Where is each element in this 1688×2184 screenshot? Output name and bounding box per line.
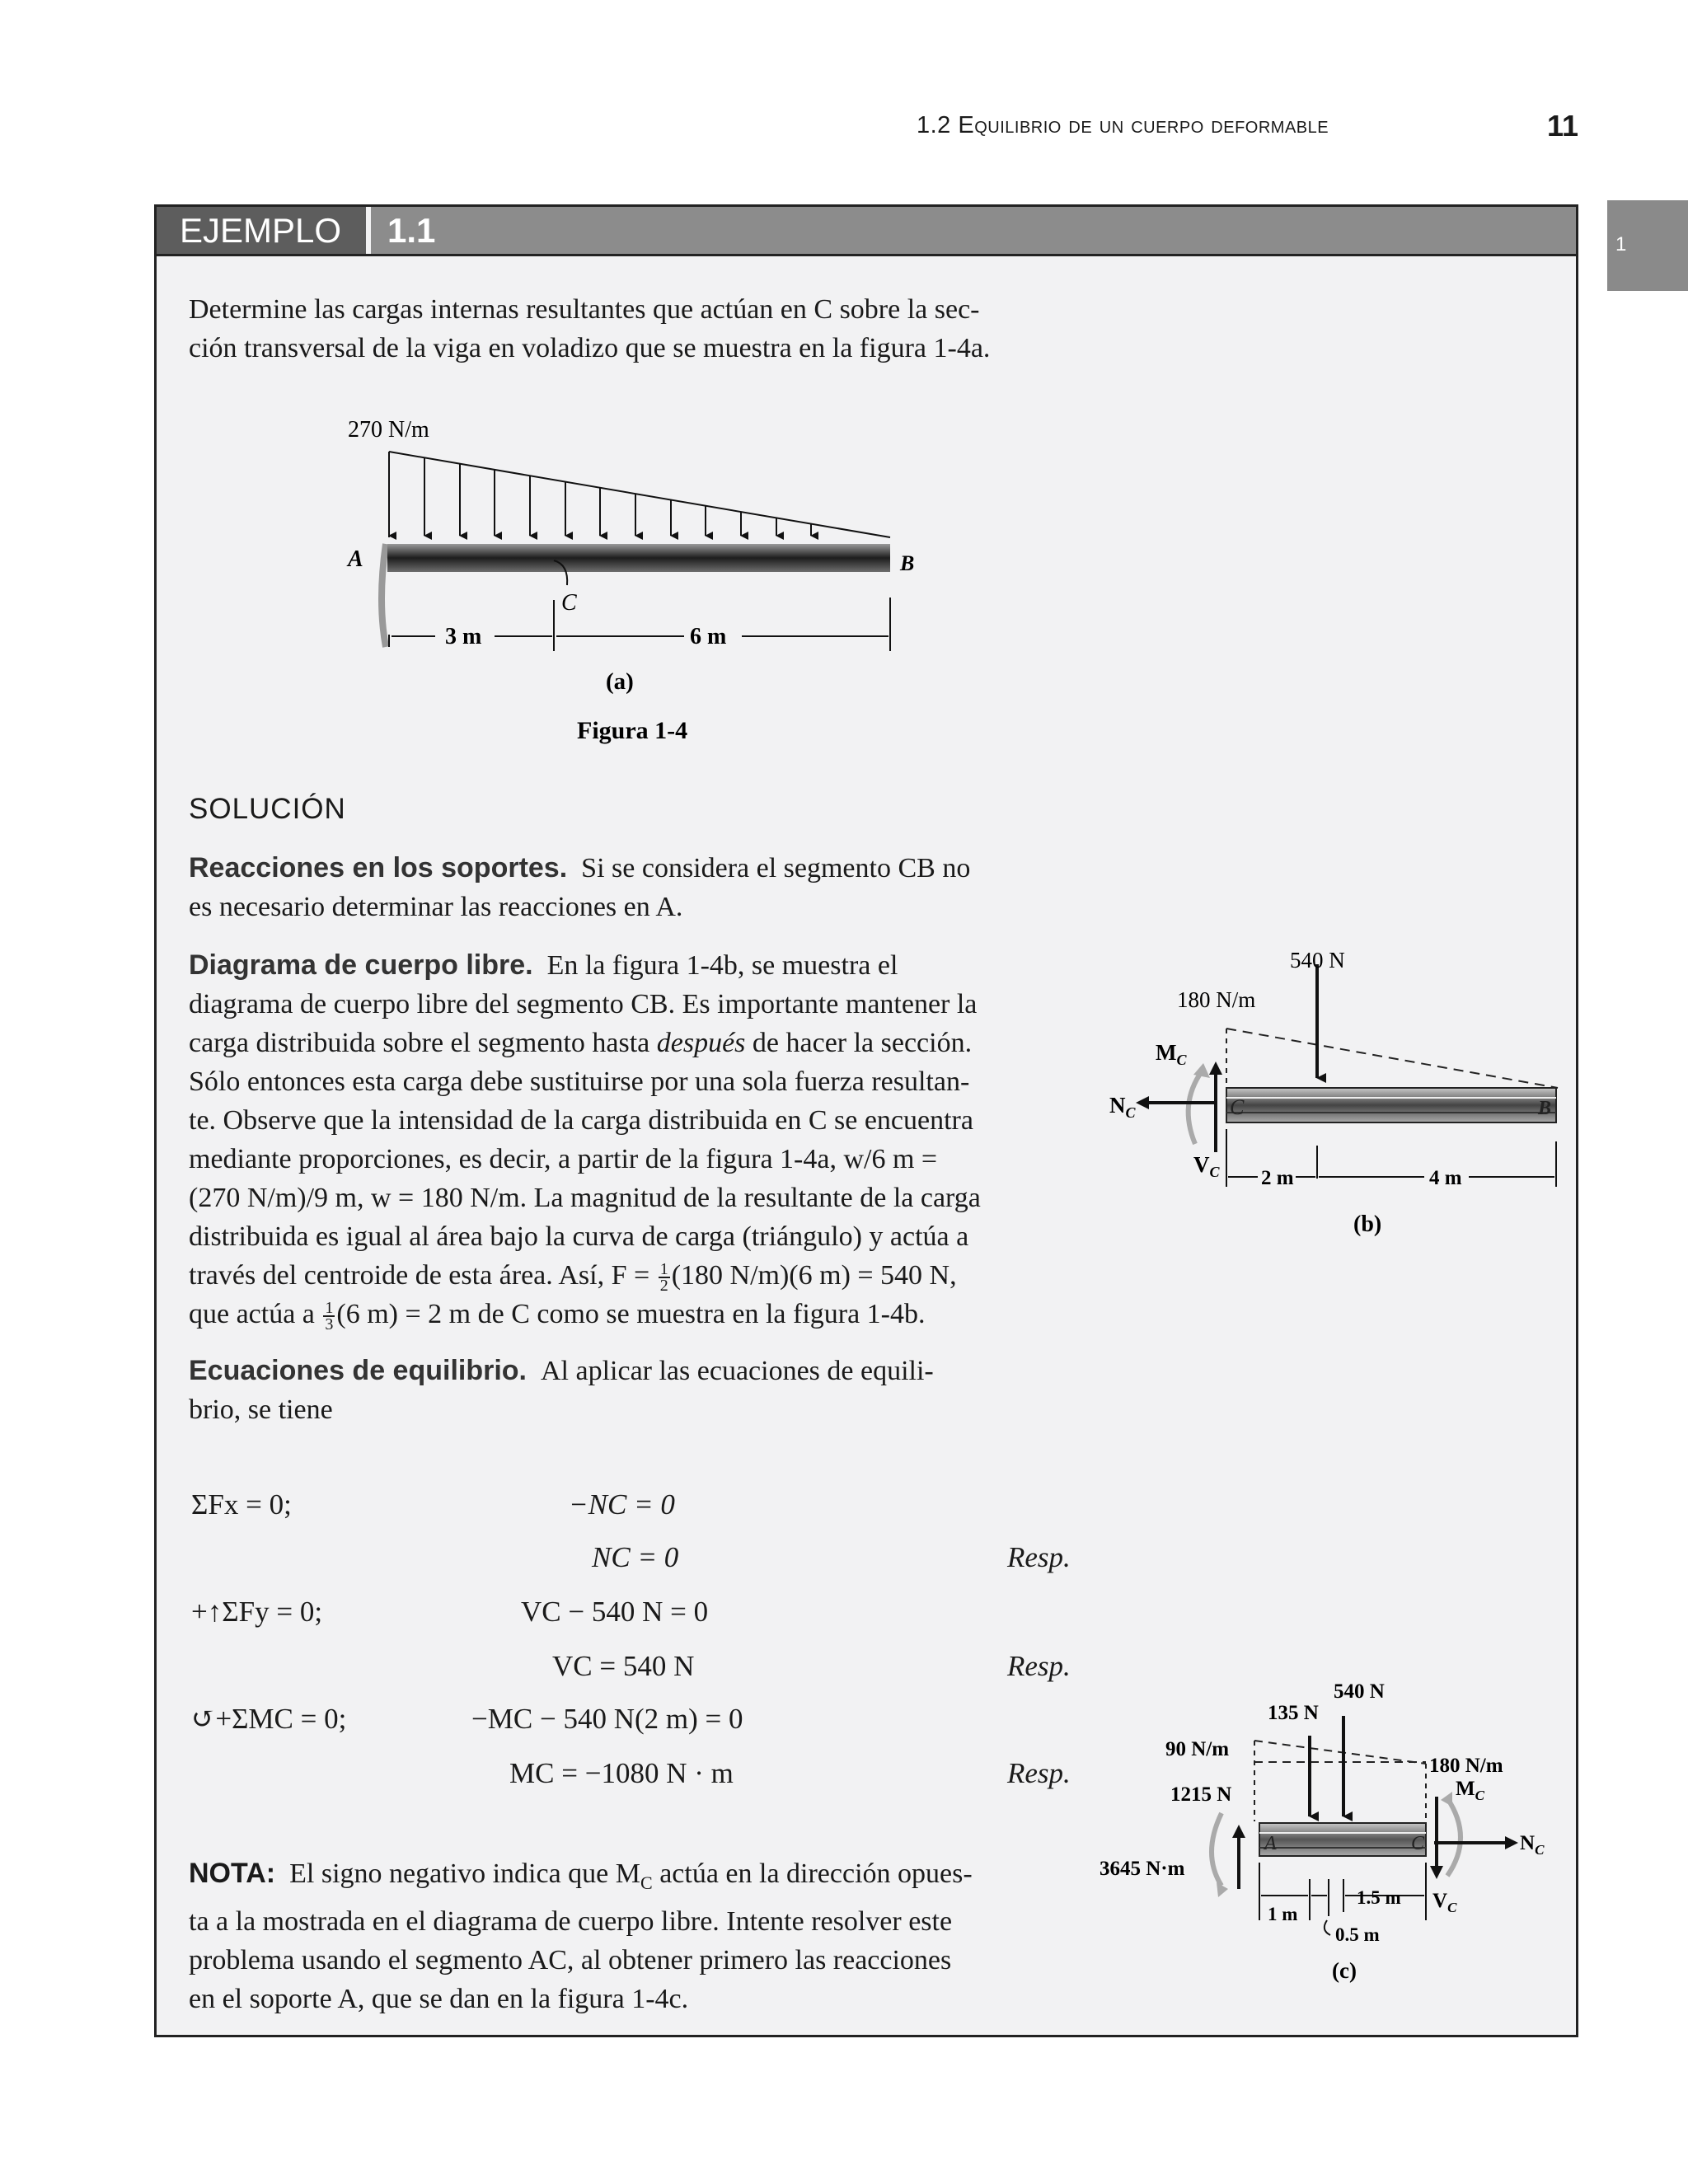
distributed-load-c xyxy=(1254,1741,1426,1821)
note-text-3: problema usando el segmento AC, al obtener primero las reacciones xyxy=(189,1944,952,1975)
note-heading: NOTA: xyxy=(189,1858,276,1889)
shear-vc-label-c: $V_C$ xyxy=(1432,1890,1457,1915)
resp-mc: Resp. xyxy=(1007,1757,1071,1789)
equilibrium-heading: Ecuaciones de equilibrio. xyxy=(189,1355,527,1386)
force-540n-label-c: 540 N xyxy=(1334,1680,1385,1703)
reactions-heading: Reacciones en los soportes. xyxy=(189,852,568,883)
beam-segment-ac xyxy=(1259,1823,1426,1856)
equation-mc-2: MC = −1080 N · m xyxy=(509,1757,734,1789)
equilibrium-text-2: brio, se tiene xyxy=(189,1394,333,1425)
figure-1-4c xyxy=(1096,1673,1558,1994)
free-body-text-9a: través del centroide de esta área. Así, F = xyxy=(189,1260,650,1291)
equation-sum-fx-label: ΣFx = 0; xyxy=(191,1488,292,1521)
wall-support-a xyxy=(382,544,386,647)
solution-heading: SOLUCIÓN xyxy=(189,793,346,825)
figure-1-4b xyxy=(1096,940,1574,1253)
normal-nc-label-c: $N_C$ xyxy=(1520,1832,1545,1858)
moment-mc-label-c: $M_C$ xyxy=(1456,1778,1484,1803)
point-a-label-c: A xyxy=(1264,1833,1277,1854)
point-a-label: A xyxy=(348,546,363,572)
reactions-text-1: Si se considera el segmento CB no xyxy=(581,853,971,883)
reaction-1215n-label: 1215 N xyxy=(1170,1783,1232,1806)
section-free-body xyxy=(189,946,1081,1333)
figure-title: Figura 1-4 xyxy=(577,717,688,744)
chapter-tab xyxy=(1607,200,1688,291)
point-c-label-b: C xyxy=(1230,1095,1245,1119)
free-body-text-1: En la figura 1-4b, se muestra el xyxy=(546,950,898,981)
beam-a xyxy=(387,544,890,572)
free-body-text-3b: después xyxy=(656,1028,746,1058)
free-body-text-5: te. Observe que la intensidad de la carga distribuida en C se encuentra xyxy=(189,1105,973,1136)
equation-fy-2: VC = 540 N xyxy=(552,1650,695,1682)
statement-line-1: Determine las cargas internas resultantes que actúan en C sobre la sec- xyxy=(189,294,980,325)
problem-statement xyxy=(189,290,1081,368)
dimension-2m-b: 2 m xyxy=(1261,1167,1294,1189)
fraction-one-third: $\frac{1}{3}$ xyxy=(325,1299,334,1334)
dimension-6m: 6 m xyxy=(690,624,727,649)
point-b-label-b: B xyxy=(1538,1098,1552,1119)
normal-nc-label-b: $N_C$ xyxy=(1109,1093,1136,1121)
distributed-load-a xyxy=(389,452,890,537)
free-body-text-10a: que actúa a xyxy=(189,1299,315,1329)
free-body-text-3c: de hacer la sección. xyxy=(752,1028,973,1058)
resp-fy: Resp. xyxy=(1007,1650,1071,1682)
equation-sum-fy-label: +↑ΣFy = 0; xyxy=(191,1596,323,1628)
free-body-text-10b: (6 m) = 2 m de C como se muestra en la figura 1-4b. xyxy=(336,1299,926,1329)
note-text-1a: El signo negativo indica que M xyxy=(289,1858,640,1889)
equilibrium-text-1: Al aplicar las ecuaciones de equili- xyxy=(541,1356,934,1386)
note-text-1-subscript: C xyxy=(640,1872,653,1893)
distributed-load-b xyxy=(1226,1029,1558,1088)
reaction-moment-label: 3645 N·m xyxy=(1100,1858,1185,1880)
example-number: 1.1 xyxy=(387,211,436,250)
free-body-text-4: Sólo entonces esta carga debe sustituirse por una sola fuerza resultan- xyxy=(189,1066,970,1097)
load-label-a: 270 N/m xyxy=(348,417,429,443)
page-number: 11 xyxy=(1547,109,1579,143)
free-body-text-8: distribuida es igual al área bajo la curva de carga (triángulo) y actúa a xyxy=(189,1221,969,1252)
section-equilibrium xyxy=(189,1352,1081,1429)
point-b-label: B xyxy=(900,551,915,575)
note-text-1b: actúa en la dirección opues- xyxy=(659,1858,973,1889)
chapter-tab-number: 1 xyxy=(1615,233,1627,255)
force-540n-label-b: 540 N xyxy=(1290,948,1345,972)
figure-c-caption: (c) xyxy=(1332,1958,1357,1983)
fraction-one-half: $\frac{1}{2}$ xyxy=(659,1260,668,1296)
statement-line-2: ción transversal de la viga en voladizo que se muestra en la figura 1-4a. xyxy=(189,333,991,363)
load-90-label-c: 90 N/m xyxy=(1165,1738,1230,1760)
free-body-text-6: mediante proporciones, es decir, a partir de la figura 1-4a, w/6 m = xyxy=(189,1144,938,1174)
free-body-text-2: diagrama de cuerpo libre del segmento CB. Es importante mantener la xyxy=(189,989,978,1019)
figure-1-4a xyxy=(330,412,923,758)
section-forces-b xyxy=(1136,1062,1222,1152)
note-text-4: en el soporte A, que se dan en la figura 1-4c. xyxy=(189,1983,689,2014)
section-forces-c xyxy=(1430,1792,1518,1879)
equation-fx-1: −NC = 0 xyxy=(569,1488,675,1521)
dimension-3m: 3 m xyxy=(445,624,482,649)
reactions-text-2: es necesario determinar las reacciones en A. xyxy=(189,892,683,922)
free-body-text-7: (270 N/m)/9 m, w = 180 N/m. La magnitud de la resultante de la carga xyxy=(189,1183,981,1213)
running-header: 1.2 Equilibrio de un cuerpo deformable xyxy=(917,112,1329,138)
free-body-text-3a: carga distribuida sobre el segmento hasta xyxy=(189,1028,650,1058)
resp-fx: Resp. xyxy=(1007,1541,1071,1573)
moment-mc-label-b: $M_C$ xyxy=(1156,1040,1187,1068)
equation-mc-1: −MC − 540 N(2 m) = 0 xyxy=(471,1703,743,1735)
support-reactions-c xyxy=(1212,1813,1245,1897)
note-text-2: ta a la mostrada en el diagrama de cuerpo libre. Intente resolver este xyxy=(189,1905,953,1937)
figure-a-caption: (a) xyxy=(606,668,634,695)
equation-fy-1: VC − 540 N = 0 xyxy=(521,1596,709,1628)
note-paragraph xyxy=(189,1854,1081,2018)
example-label: EJEMPLO xyxy=(180,211,342,250)
load-180-label-c: 180 N/m xyxy=(1429,1755,1503,1777)
equation-fx-2: NC = 0 xyxy=(592,1541,679,1573)
dimension-4m-b: 4 m xyxy=(1429,1167,1462,1189)
dimension-1m-c: 1 m xyxy=(1268,1904,1298,1924)
free-body-text-9b: (180 N/m)(6 m) = 540 N, xyxy=(671,1260,957,1291)
shear-vc-label-b: $V_C$ xyxy=(1193,1152,1220,1180)
point-c-label-c: C xyxy=(1411,1833,1425,1854)
equation-sum-mc-label: ↺+ΣMC = 0; xyxy=(191,1703,347,1735)
beam-segment-cb xyxy=(1226,1088,1556,1122)
figure-b-caption: (b) xyxy=(1353,1212,1382,1237)
free-body-heading: Diagrama de cuerpo libre. xyxy=(189,949,533,981)
force-135n-label: 135 N xyxy=(1268,1702,1319,1724)
point-c-label: C xyxy=(561,590,577,616)
dimension-1-5m-c: 1.5 m xyxy=(1357,1887,1401,1908)
load-180-label-b: 180 N/m xyxy=(1177,987,1256,1012)
section-reactions xyxy=(189,849,1081,926)
dimension-0-5m-c: 0.5 m xyxy=(1335,1924,1380,1945)
